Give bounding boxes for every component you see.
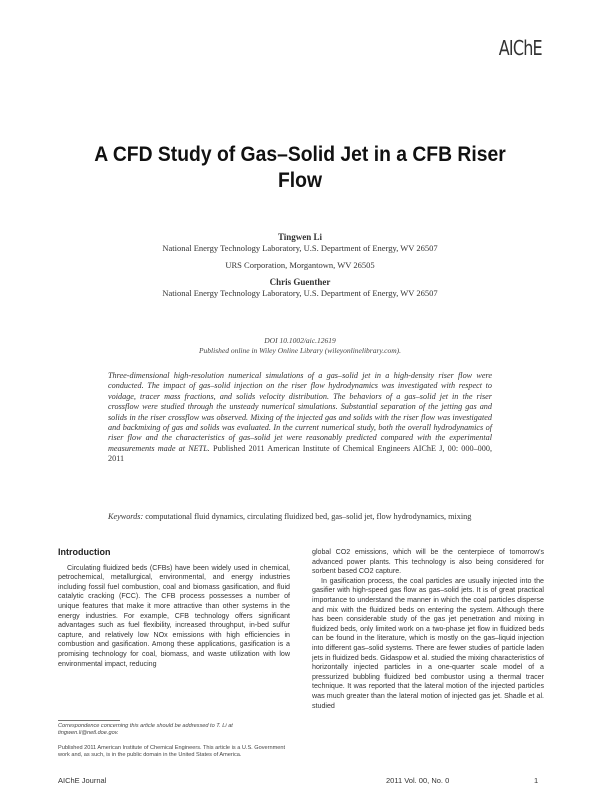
keywords	[108, 512, 492, 522]
footer-issue: 2011 Vol. 00, No. 0	[386, 776, 450, 785]
body-paragraph: global CO2 emissions, which will be the centerpiece of tomorrow's advanced power plants. This technology is also being considered for sorbent based CO2 capture.	[312, 548, 544, 576]
footer-page-number: 1	[534, 776, 539, 785]
author-name: Chris Guenther	[269, 277, 331, 287]
right-column	[312, 548, 544, 711]
body-paragraph: In gasification process, the coal particles are usually injected into the gasifier with high-speed gas flow as gas–solid jets. It is of great practical importance to understand the manner in which the coal particles disperse and mix with the fluidized beds on entering the system. Although there has been considerable study of the gas jet penetration and mixing in fluidized beds, only limited work on a two-phase jet flow in fluidized beds can be found in the literature, which is mostly on the gas–liquid injection into different gas–solid systems. There are fewer studies of particle laden jets in fluidized beds. Gidaspow et al. studied the mixing characteristics of horizontally injected particles in a one-quarter scale model of a pressurized bubbling fluidized bed combustor using a thermal tracer technique. It was reported that the lateral motion of the injected particles was much greater than the lateral motion of injected gas jet. Shadle et al. studied	[312, 576, 544, 710]
journal-logo: AIChE	[498, 36, 542, 60]
abstract	[108, 371, 492, 465]
author-block	[40, 232, 560, 299]
author-affiliation: National Energy Technology Laboratory, U.S. Department of Energy, WV 26507	[162, 288, 438, 298]
section-heading-introduction: Introduction	[58, 547, 111, 557]
body-paragraph: Circulating fluidized beds (CFBs) have been widely used in chemical, petrochemical, metallurgical, environmental, and energy industries including fossil fuel combustion, coal and biomass gasification, and fluid catalytic cracking (FCC). The CFB process possesses a number of unique features that make it more attractive than other systems in the energy industries. For example, CFB technology offers significant advantages such as fuel flexibility, increased throughput, in-bed sulfur capture, and relatively low NOx emissions with high efficiencies in combustion and gasification. Among these applications, gasification is a promising technology for coal, biomass, and waste utilization with low environmental impact, reducing	[58, 563, 290, 668]
doi-block	[40, 336, 560, 356]
author-name: Tingwen Li	[277, 232, 323, 242]
footnote-correspondence: Correspondence concerning this article should be addressed to T. Li at tingwen.li@netl.doe.gov.	[58, 723, 233, 736]
published-online-note: Published online in Wiley Online Library (wileyonlinelibrary.com).	[198, 346, 402, 355]
abstract-citation: Published 2011 American Institute of Chemical Engineers AIChE J, 00: 000–000, 2011	[108, 443, 492, 464]
footer-journal-name: AIChE Journal	[58, 776, 107, 785]
keywords-list: computational fluid dynamics, circulating fluidized bed, gas–solid jet, flow hydrodynamics, mixing	[145, 512, 472, 521]
article-title: A CFD Study of Gas–Solid Jet in a CFB Riser Flow	[94, 143, 506, 192]
author-affiliation: National Energy Technology Laboratory, U.S. Department of Energy, WV 26507	[162, 243, 438, 253]
doi-link[interactable]: DOI 10.1002/aic.12619	[264, 336, 336, 345]
keywords-label: Keywords:	[108, 512, 144, 521]
left-column	[58, 548, 290, 669]
abstract-text: Three-dimensional high-resolution numerical simulations of a gas–solid jet in a high-density riser flow were conducted. The impact of gas–solid injection on the riser flow hydrodynamics was investigated with respect to voidage, tracer mass fractions, and solids velocity distribution. The behaviors of a gas–solid jet in the riser crossflow were studied through the unsteady numerical simulations. Substantial separation of the jetting gas and solids in the riser crossflow was observed. Mixing of the injected gas and solids with the riser flow was investigated and backmixing of gas and solids was evaluated. In the current numerical study, both the overall hydrodynamics of riser flow and the characteristics of gas–solid jet were reasonably predicted compared with the experimental measurements made at NETL.	[108, 371, 492, 453]
footnote-rule	[58, 720, 120, 721]
author-affiliation: URS Corporation, Morgantown, WV 26505	[225, 260, 375, 270]
footnote-copyright: Published 2011 American Institute of Chemical Engineers. This article is a U.S. Government work and, as such, is in the public domain in the United States of America.	[58, 745, 286, 758]
